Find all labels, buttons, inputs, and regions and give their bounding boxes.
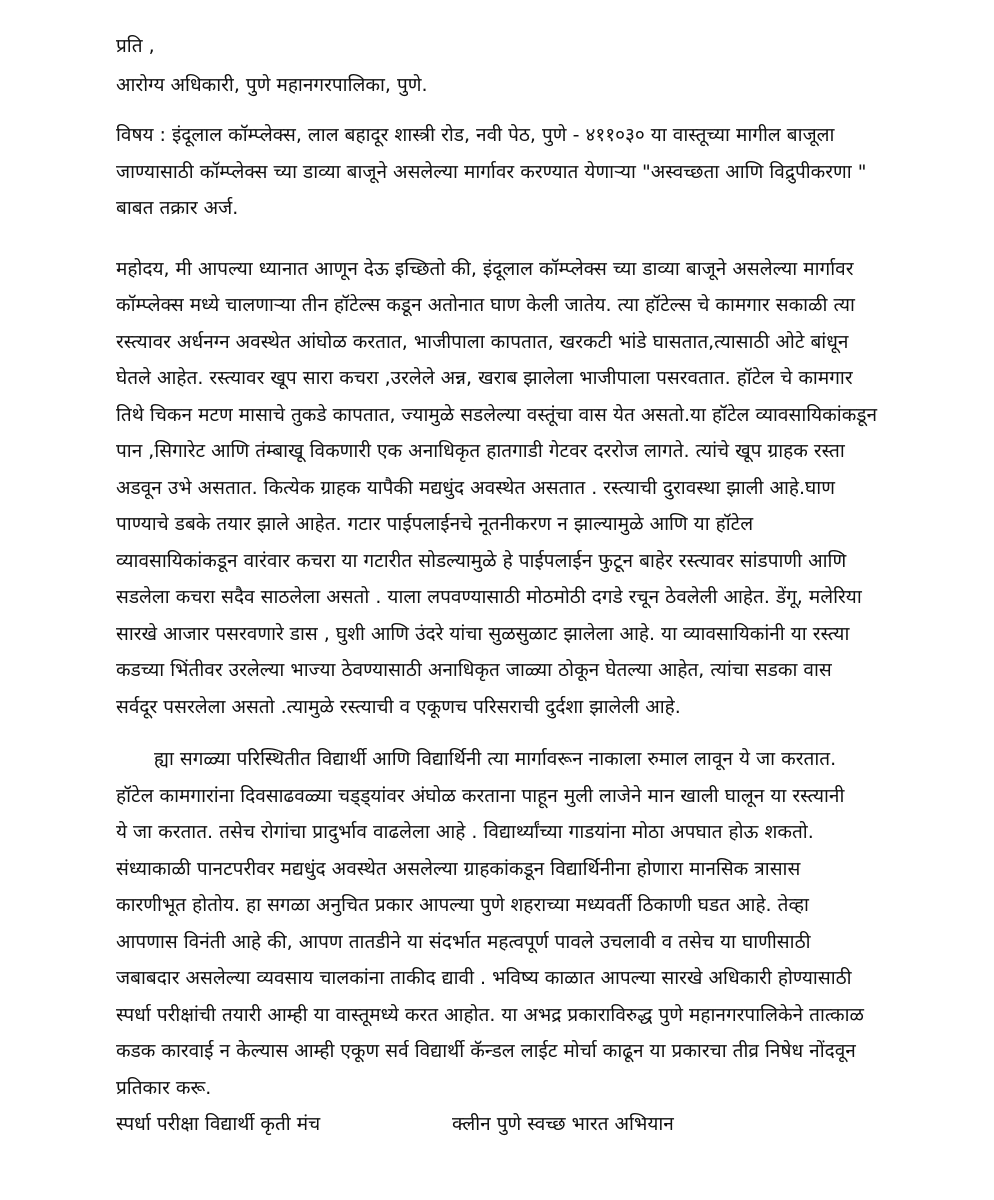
addressee: आरोग्य अधिकारी, पुणे महानगरपालिका, पुणे. <box>116 73 428 96</box>
paragraph-line: रस्त्यावर अर्धनग्न अवस्थेत आंघोळ करतात, भाजीपाला कापतात, खरकटी भांडे घासतात,त्यासाठी ओटे बांधून <box>116 330 849 353</box>
paragraph-line: कडक कारवाई न केल्यास आम्ही एकूण सर्व विद्यार्थी कॅन्डल लाईट मोर्चा काढून या प्रकारचा तीव्र निषेध नोंदवून <box>116 1040 856 1062</box>
paragraph-line: महोदय, मी आपल्या ध्यानात आणून देऊ इच्छितो की, इंदूलाल कॉम्प्लेक्स च्या डाव्या बाजूने असलेल्या मार्गावर <box>116 257 854 280</box>
paragraph-line: कॉम्प्लेक्स मध्ये चालणाऱ्या तीन हॉटेल्स कडून अतोनात घाण केली जातेय. त्या हॉटेल्स चे कामगार सकाळी त्या <box>116 294 855 316</box>
paragraph-line: तिथे चिकन मटण मासाचे तुकडे कापतात, ज्यामुळे सडलेल्या वस्तूंचा वास येत असतो.या हॉटेल व्यावसायिकांकडून <box>116 403 877 426</box>
paragraph-1 <box>116 251 936 726</box>
paragraph-line: सारखे आजार पसरवणारे डास , घुशी आणि उंदरे यांचा सुळसुळाट झालेला आहे. या व्यावसायिकांनी या रस्त्या <box>116 622 850 645</box>
paragraph-line: ह्या सगळ्या परिस्थितीत विद्यार्थी आणि विद्यार्थिनी त्या मार्गावरून नाकाला रुमाल लावून ये जा करतात. <box>154 748 837 770</box>
paragraph-line: आपणास विनंती आहे की, आपण तातडीने या संदर्भात महत्वपूर्ण पावले उचलावी व तसेच या घाणीसाठी <box>116 930 811 953</box>
paragraph-line: पाण्याचे डबके तयार झाले आहेत. गटार पाईपलाईनचे नूतनीकरण न झाल्यामुळे आणि या हॉटेल <box>116 513 754 535</box>
paragraph-line: प्रतिकार करू. <box>116 1076 212 1099</box>
subject-line: बाबत तक्रार अर्ज. <box>116 197 239 219</box>
paragraph-line: स्पर्धा परीक्षांची तयारी आम्ही या वास्तूमध्ये करत आहोत. या अभद्र प्रकाराविरुद्ध पुणे महानगरपालिकेने तात्काळ <box>116 1003 864 1026</box>
signature-left: स्पर्धा परीक्षा विद्यार्थी कृती मंच <box>116 1113 321 1135</box>
paragraph-line: कारणीभूत होतोय. हा सगळा अनुचित प्रकार आपल्या पुणे शहराच्या मध्यवर्ती ठिकाणी घडत आहे. तेव्हा <box>116 894 809 916</box>
paragraph-line: जबाबदार असलेल्या व्यवसाय चालकांना ताकीद द्यावी . भविष्य काळात आपल्या सारखे अधिकारी होण्यासाठी <box>116 967 852 989</box>
paragraph-2 <box>116 741 936 1106</box>
paragraph-line: सर्वदूर पसरलेला असतो .त्यामुळे रस्त्याची व एकूणच परिसराची दुर्दशा झालेली आहे. <box>116 695 681 718</box>
paragraph-line: कडच्या भिंतीवर उरलेल्या भाज्या ठेवण्यासाठी अनाधिकृत जाळ्या ठोकून घेतल्या आहेत, त्यांचा सडका वास <box>116 659 832 681</box>
signature-block <box>116 1106 936 1142</box>
paragraph-line: ये जा करतात. तसेच रोगांचा प्रादुर्भाव वाढलेला आहे . विद्यार्थ्यांच्या गाडयांना मोठा अपघात होऊ शकतो. <box>116 821 814 843</box>
salutation: प्रति , <box>116 35 155 57</box>
paragraph-line: पान ,सिगारेट आणि तंम्बाखू विकणारी एक अनाधिकृत हातगाडी गेटवर दररोज लागते. त्यांचे खूप ग्राहक रस्ता <box>116 440 845 462</box>
paragraph-line: संध्याकाळी पानटपरीवर मद्यधुंद अवस्थेत असलेल्या ग्राहकांकडून विद्यार्थिनीना होणारा मानसिक त्रासास <box>116 857 801 880</box>
paragraph-line: हॉटेल कामगारांना दिवसाढवळ्या चड्ड्यांवर अंघोळ करताना पाहून मुली लाजेने मान खाली घालून या रस्त्यानी <box>116 784 845 807</box>
paragraph-line: व्यावसायिकांकडून वारंवार कचरा या गटारीत सोडल्यामुळे हे पाईपलाईन फुटून बाहेर रस्त्यावर सांडपाणी आणि <box>116 549 847 572</box>
letter-page <box>116 28 936 1142</box>
subject-line: विषय : इंदूलाल कॉम्प्लेक्स, लाल बहादूर शास्त्री रोड, नवी पेठ, पुणे - ४११०३० या वास्तूच्या मागील बाजूला <box>116 124 835 146</box>
signature-right: क्लीन पुणे स्वच्छ भारत अभियान <box>452 1113 674 1135</box>
paragraph-line: घेतले आहेत. रस्त्यावर खूप सारा कचरा ,उरलेले अन्न, खराब झालेला भाजीपाला पसरवतात. हॉटेल चे कामगार <box>116 367 853 389</box>
paragraph-line: सडलेला कचरा सदैव साठलेला असतो . याला लपवण्यासाठी मोठमोठी दगडे रचून ठेवलेली आहेत. डेंगू, मलेरिया <box>116 586 862 608</box>
subject-line: जाण्यासाठी कॉम्प्लेक्स च्या डाव्या बाजूने असलेल्या मार्गावर करण्यात येणाऱ्या "अस्वच्छता आणि विद्रुपीकरणा " <box>116 160 867 183</box>
paragraph-line: अडवून उभे असतात. कित्येक ग्राहक यापैकी मद्यधुंद अवस्थेत असतात . रस्त्याची दुरावस्था झाली आहे.घाण <box>116 476 835 499</box>
subject-block <box>116 117 936 227</box>
